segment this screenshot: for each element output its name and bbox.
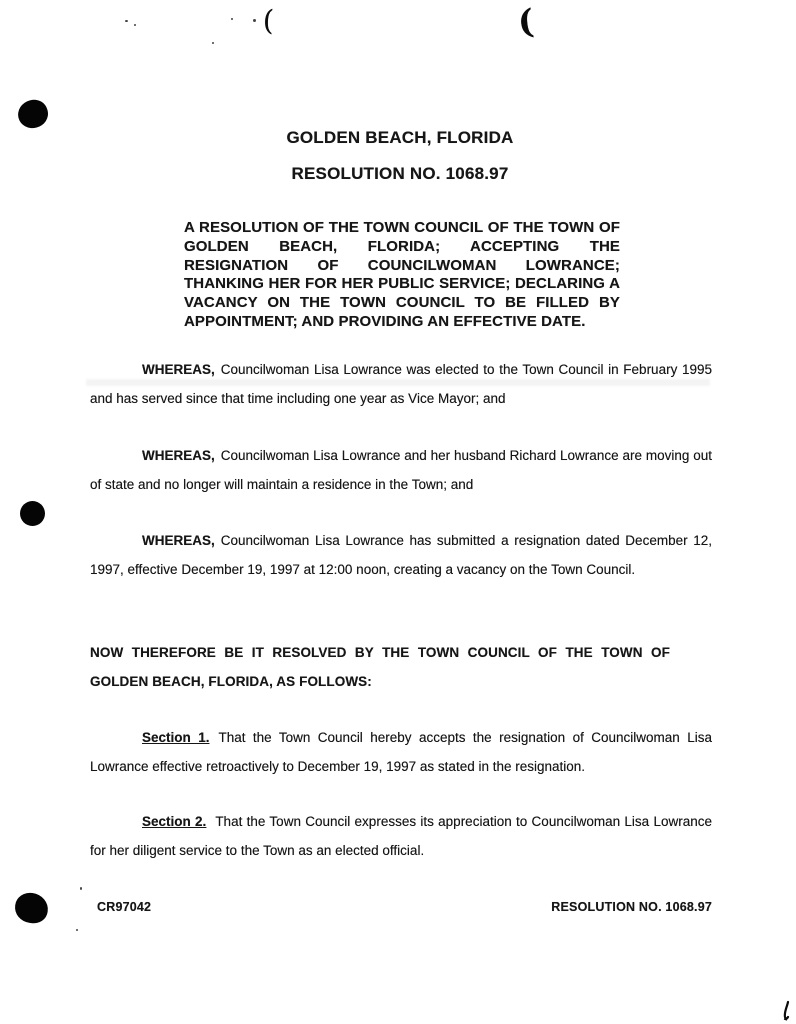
document-title-municipality: GOLDEN BEACH, FLORIDA (286, 128, 514, 147)
whereas-lead-3: WHEREAS, (142, 533, 215, 548)
scan-speck (231, 18, 233, 20)
scan-speck (80, 887, 82, 890)
hole-punch-mark-top (15, 97, 51, 131)
section-label-1: Section 1. (142, 730, 210, 745)
whereas-paragraph-2 (90, 441, 712, 499)
section-label-2: Section 2. (142, 814, 207, 829)
section-body-2: That the Town Council expresses its appreciation to Councilwoman Lisa Lowrance for her diligent service to the Town as an elected official. (90, 814, 712, 858)
resolution-caption: A RESOLUTION OF THE TOWN COUNCIL OF THE TOWN OF GOLDEN BEACH, FLORIDA; ACCEPTING THE RESIGNATION OF COUNCILWOMAN LOWRANCE; THANKING HER FOR HER PUBLIC SERVICE; DECLARING A VACANCY ON THE TOWN COUNCIL TO BE FILLED BY APPOINTMENT; AND PROVIDING AN EFFECTIVE DATE. (184, 219, 620, 330)
scan-speck (134, 24, 136, 26)
footer-resolution-number: RESOLUTION NO. 1068.97 (551, 900, 712, 914)
ink-smudge-mark-corner (778, 1000, 792, 1024)
whereas-lead-2: WHEREAS, (142, 448, 215, 463)
section-paragraph-1 (90, 723, 712, 781)
scan-speck (125, 20, 128, 22)
hole-punch-mark-middle (20, 501, 45, 526)
whereas-paragraph-3 (90, 526, 712, 584)
resolved-clause: NOW THEREFORE BE IT RESOLVED BY THE TOWN COUNCIL OF THE TOWN OF GOLDEN BEACH, FLORIDA, AS FOLLOWS: (90, 645, 670, 689)
hole-punch-mark-bottom (13, 891, 50, 925)
whereas-body-1: Councilwoman Lisa Lowrance was elected to the Town Council in February 1995 and has served since that time including one year as Vice Mayor; and (90, 362, 712, 406)
handwritten-paren-mark-left: ( (262, 3, 275, 38)
scan-speck (76, 929, 78, 931)
footer-document-code: CR97042 (97, 900, 152, 914)
whereas-lead-1: WHEREAS, (142, 362, 215, 377)
whereas-body-2: Councilwoman Lisa Lowrance and her husband Richard Lowrance are moving out of state and no longer will maintain a residence in the Town; and (90, 448, 712, 492)
whereas-paragraph-1 (90, 355, 712, 413)
section-paragraph-2 (90, 807, 712, 865)
section-body-1: That the Town Council hereby accepts the resignation of Councilwoman Lisa Lowrance effective retroactively to December 19, 1997 as stated in the resignation. (90, 730, 712, 774)
handwritten-paren-mark-right: ( (516, 1, 536, 42)
document-title-resolution-number: RESOLUTION NO. 1068.97 (291, 164, 509, 183)
whereas-body-3: Councilwoman Lisa Lowrance has submitted a resignation dated December 12, 1997, effective December 19, 1997 at 12:00 noon, creating a vacancy on the Town Council. (90, 533, 712, 577)
scan-speck (253, 19, 256, 22)
scan-speck (212, 42, 214, 44)
